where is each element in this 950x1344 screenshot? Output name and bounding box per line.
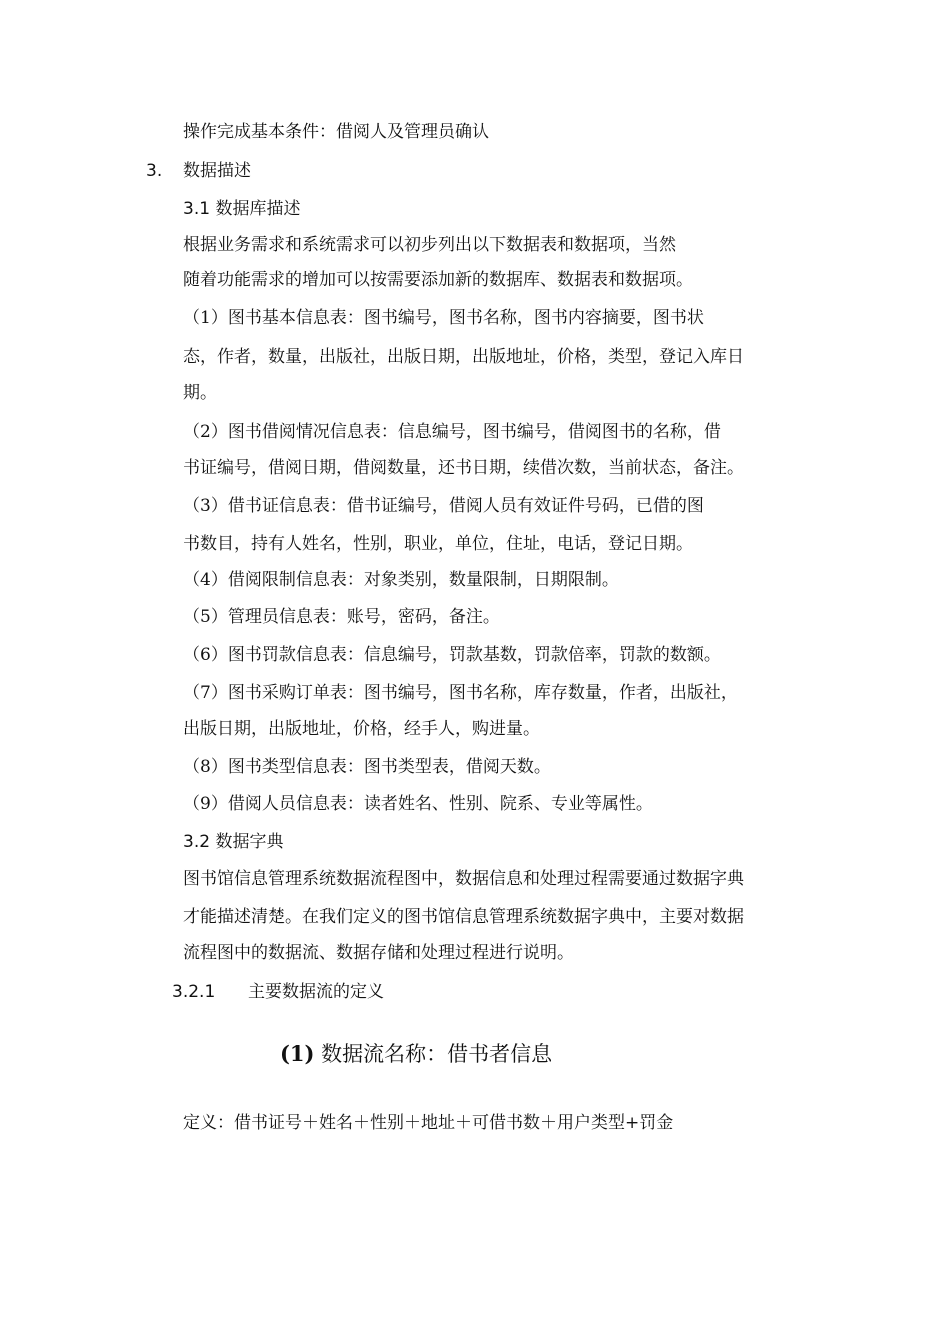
table-item-1-line-2: 态，作者，数量，出版社，出版日期，出版地址，价格，类型，登记入库日 bbox=[183, 347, 744, 367]
table-item-7-line-2: 出版日期，出版地址，价格，经手人，购进量。 bbox=[183, 719, 540, 739]
condition-text: 操作完成基本条件：借阅人及管理员确认 bbox=[183, 122, 489, 142]
section-3-title: 数据描述 bbox=[183, 161, 251, 181]
data-flow-1-definition: 定义：借书证号＋姓名＋性别＋地址＋可借书数＋用户类型+罚金 bbox=[183, 1113, 674, 1133]
section-3-2-para-line-3: 流程图中的数据流、数据存储和处理过程进行说明。 bbox=[183, 943, 574, 963]
table-item-1-line-1: （1）图书基本信息表：图书编号，图书名称，图书内容摘要，图书状 bbox=[183, 308, 704, 328]
table-item-7-line-1: （7）图书采购订单表：图书编号，图书名称，库存数量，作者，出版社， bbox=[183, 683, 738, 703]
table-item-5: （5）管理员信息表：账号，密码，备注。 bbox=[183, 607, 500, 627]
section-3-2-para-line-1: 图书馆信息管理系统数据流程图中，数据信息和处理过程需要通过数据字典 bbox=[183, 869, 744, 889]
table-item-4: （4）借阅限制信息表：对象类别，数量限制，日期限制。 bbox=[183, 570, 619, 590]
table-item-1-line-3: 期。 bbox=[183, 383, 217, 403]
data-flow-1-title: 数据流名称：借书者信息 bbox=[321, 1042, 553, 1066]
section-3-2-para-line-2: 才能描述清楚。在我们定义的图书馆信息管理系统数据字典中，主要对数据 bbox=[183, 907, 744, 927]
table-item-2-line-1: （2）图书借阅情况信息表：信息编号，图书编号，借阅图书的名称，借 bbox=[183, 422, 721, 442]
section-3-1-intro-line-2: 随着功能需求的增加可以按需要添加新的数据库、数据表和数据项。 bbox=[183, 270, 693, 290]
table-item-9: （9）借阅人员信息表：读者姓名、性别、院系、专业等属性。 bbox=[183, 794, 653, 814]
section-3-1-intro-line-1: 根据业务需求和系统需求可以初步列出以下数据表和数据项，当然 bbox=[183, 235, 676, 255]
table-item-2-line-2: 书证编号，借阅日期，借阅数量，还书日期，续借次数，当前状态，备注。 bbox=[183, 458, 744, 478]
table-item-8: （8）图书类型信息表：图书类型表，借阅天数。 bbox=[183, 757, 551, 777]
data-flow-1-heading bbox=[280, 1040, 552, 1068]
table-item-6: （6）图书罚款信息表：信息编号，罚款基数，罚款倍率，罚款的数额。 bbox=[183, 645, 721, 665]
section-3-2-heading: 3.2 数据字典 bbox=[183, 832, 284, 852]
section-3-number: 3. bbox=[146, 161, 163, 181]
table-item-3-line-2: 书数目，持有人姓名，性别，职业，单位，住址，电话，登记日期。 bbox=[183, 534, 693, 554]
section-3-2-1-title: 主要数据流的定义 bbox=[248, 982, 384, 1002]
data-flow-1-number: (1) bbox=[280, 1041, 315, 1066]
section-3-2-1-number: 3.2.1 bbox=[172, 982, 216, 1002]
section-3-1-heading: 3.1 数据库描述 bbox=[183, 199, 301, 219]
table-item-3-line-1: （3）借书证信息表：借书证编号，借阅人员有效证件号码，已借的图 bbox=[183, 496, 704, 516]
